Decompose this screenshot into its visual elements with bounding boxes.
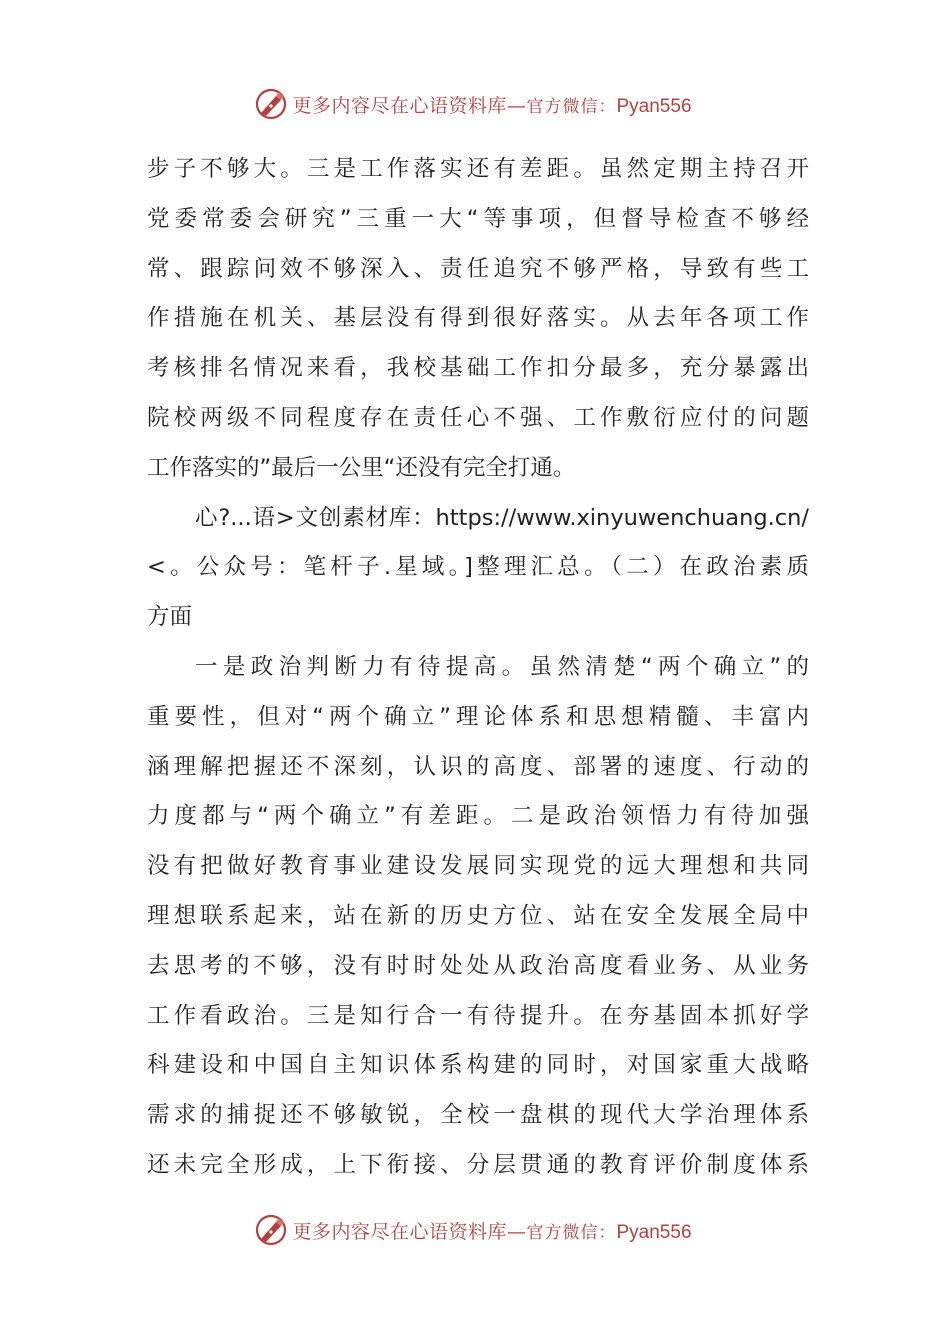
- body-line: 步子不够大。三是工作落实还有差距。虽然定期主持召开: [147, 156, 809, 182]
- header-watermark: [0, 84, 950, 124]
- body-line: 去思考的不够，没有时时处处从政治高度看业务、从业务: [147, 952, 809, 979]
- body-line: 需求的捕捉还不够敏锐，全校一盘棋的现代大学治理体系: [147, 1102, 809, 1129]
- body-line: 科建设和中国自主知识体系构建的同时，对国家重大战略: [147, 1052, 809, 1079]
- body-line: 还未完全形成，上下衔接、分层贯通的教育评价制度体系: [147, 1151, 809, 1178]
- section-heading-tail: 方面: [147, 604, 193, 631]
- body-line: 重要性，但对“两个确立”理论体系和思想精髓、丰富内: [147, 703, 809, 730]
- footer-watermark: [0, 1210, 950, 1250]
- body-line: 常、跟踪问效不够深入、责任追究不够严格，导致有些工: [147, 255, 809, 282]
- body-line: 院校两级不同程度存在责任心不强、工作敷衍应付的问题: [147, 404, 809, 431]
- body-line: 工作落实的”最后一公里“还没有完全打通。: [147, 454, 576, 481]
- pen-nib-circle-icon: [254, 1213, 288, 1247]
- body-line: <。公众号：笔杆子.星域。]整理汇总。（二）在政治素质: [147, 554, 809, 581]
- document-body: [147, 145, 809, 1191]
- body-line: 党委常委会研究”三重一大“等事项，但督导检查不够经: [147, 205, 809, 232]
- body-line: 作措施在机关、基层没有得到很好落实。从去年各项工作: [147, 305, 809, 332]
- body-line: 工作看政治。三是知行合一有待提升。在夯基固本抓好学: [147, 1002, 809, 1029]
- watermark-text: 更多内容尽在心语资料库—官方微信：Pyan556: [292, 94, 692, 117]
- body-line: 一是政治判断力有待提高。虽然清楚“两个确立”的: [195, 653, 809, 680]
- watermark-text: 更多内容尽在心语资料库—官方微信：Pyan556: [292, 1220, 692, 1243]
- body-line: 力度都与“两个确立”有差距。二是政治领悟力有待加强: [147, 803, 809, 830]
- body-line: 考核排名情况来看，我校基础工作扣分最多，充分暴露出: [147, 355, 809, 382]
- body-line: 涵理解把握还不深刻，认识的高度、部署的速度、行动的: [147, 753, 809, 780]
- source-line: 心?...语>文创素材库：https://www.xinyuwenchuang.cn/: [195, 504, 809, 531]
- body-line: 没有把做好教育事业建设发展同实现党的远大理想和共同: [147, 853, 809, 880]
- body-line: 理想联系起来，站在新的历史方位、站在安全发展全局中: [147, 902, 809, 929]
- pen-nib-circle-icon: [254, 87, 288, 121]
